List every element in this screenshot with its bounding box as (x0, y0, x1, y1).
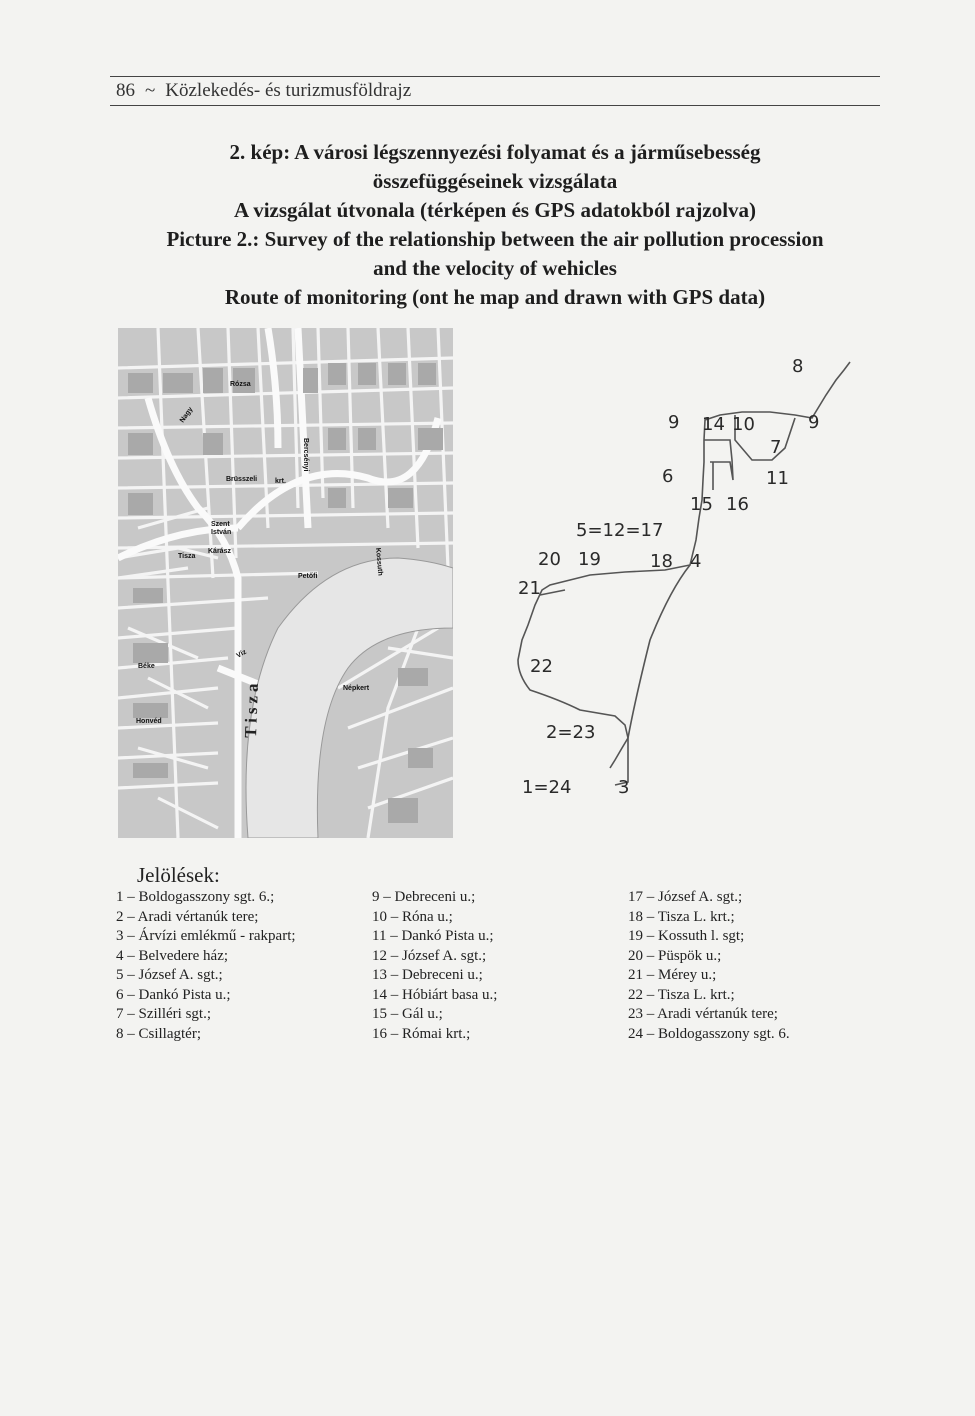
legend-column-1 (116, 888, 296, 1044)
route-label-14: 14 (702, 414, 725, 435)
route-label-22: 22 (530, 656, 553, 677)
legend-item: 22 – Tisza L. krt.; (628, 986, 735, 1003)
legend-item: 18 – Tisza L. krt.; (628, 908, 735, 925)
legend-column-3 (628, 888, 790, 1044)
page-number: 86 (116, 80, 135, 101)
caption-line-3: A vizsgálat útvonala (térképen és GPS adatokból rajzolva) (233, 198, 757, 222)
legend-item: 16 – Római krt.; (372, 1025, 471, 1042)
map-label-honved: Honvéd (136, 718, 162, 725)
route-label-2-23: 2=23 (546, 722, 596, 743)
legend-item: 24 – Boldogasszony sgt. 6. (628, 1025, 790, 1042)
legend-item: 14 – Hóbiárt basa u.; (372, 986, 498, 1003)
route-loop-a (704, 440, 733, 480)
map-label-tisza-street: Tisza (178, 553, 196, 560)
legend-item: 1 – Boldogasszony sgt. 6.; (116, 889, 275, 905)
city-map (118, 328, 453, 838)
legend-column-2 (372, 888, 497, 1044)
map-label-bercsenyi: Bercsényi (302, 438, 309, 472)
map-label-viz: Víz (235, 648, 248, 660)
map-label-beke: Béke (138, 663, 155, 670)
figure-caption (110, 138, 880, 312)
legend-item: 11 – Dankó Pista u.; (372, 928, 494, 944)
route-label-7: 7 (770, 437, 782, 458)
map-label-petofi: Petőfi (298, 573, 318, 580)
route-label-9a: 9 (668, 412, 680, 433)
route-label-5-12-17: 5=12=17 (576, 520, 664, 541)
legend-item: 3 – Árvízi emlékmű - rakpart; (116, 928, 296, 944)
caption-line-6: Route of monitoring (ont he map and drawn with GPS data) (224, 285, 766, 309)
route-label-4: 4 (690, 551, 702, 572)
route-label-16: 16 (726, 494, 749, 515)
map-label-nagy: Nagy (178, 406, 195, 425)
legend-item: 2 – Aradi vértanúk tere; (116, 908, 259, 925)
gps-route (480, 340, 880, 810)
legend-item: 4 – Belvedere ház; (116, 947, 229, 964)
legend-item: 7 – Szilléri sgt.; (116, 1006, 211, 1022)
legend-item: 5 – József A. sgt.; (116, 967, 223, 983)
caption-line-1: 2. kép: A városi légszennyezési folyamat és a járműsebesség (229, 140, 761, 164)
map-label-brusszeli: Brüsszeli (226, 476, 258, 483)
gps-route-drawing (480, 340, 880, 810)
legend-item: 19 – Kossuth l. sgt; (628, 928, 745, 944)
route-spur (540, 590, 565, 595)
route-label-9b: 9 (808, 412, 820, 433)
legend-item: 12 – József A. sgt.; (372, 947, 487, 964)
caption-line-5: and the velocity of wehicles (373, 256, 617, 280)
route-return (615, 565, 690, 785)
caption-line-2: összefüggéseinek vizsgálata (372, 169, 618, 193)
map-label-rozsa: Rózsa (230, 381, 251, 388)
route-label-8: 8 (792, 356, 804, 377)
legend-item: 20 – Püspök u.; (628, 947, 722, 964)
route-label-20: 20 (538, 549, 561, 570)
legend-item: 15 – Gál u.; (372, 1006, 443, 1022)
map-label-krt: krt. (275, 478, 286, 485)
map-label-istvan: István (211, 529, 232, 536)
map-label-nepkert: Népkert (343, 685, 370, 692)
running-title: Közlekedés- és turizmusföldrajz (165, 80, 412, 101)
running-header (110, 76, 880, 106)
legend-item: 6 – Dankó Pista u.; (116, 986, 231, 1003)
route-label-10: 10 (732, 414, 755, 435)
map-label-karasz: Kárász (208, 548, 231, 555)
river-label: Tisza (241, 679, 263, 739)
legend-item: 17 – József A. sgt.; (628, 889, 743, 905)
city-map-drawing (118, 328, 453, 838)
legend-item: 23 – Aradi vértanúk tere; (628, 1006, 778, 1022)
legend-title: Jelölések: (137, 863, 220, 887)
route-label-21: 21 (518, 578, 541, 599)
map-label-szent: Szent (211, 521, 230, 528)
caption-line-4: Picture 2.: Survey of the relationship between the air pollution procession (166, 227, 824, 251)
route-label-11: 11 (766, 468, 789, 489)
legend-item: 9 – Debreceni u.; (372, 889, 476, 905)
header-separator: ~ (145, 80, 156, 101)
map-label-kossuth: Kossuth (374, 547, 384, 577)
legend-item: 13 – Debreceni u.; (372, 967, 483, 983)
legend-item: 21 – Mérey u.; (628, 967, 717, 983)
legend-item: 8 – Csillagtér; (116, 1025, 201, 1042)
route-label-3: 3 (618, 777, 630, 798)
legend-item: 10 – Róna u.; (372, 908, 453, 925)
route-label-18: 18 (650, 551, 673, 572)
route-label-15: 15 (690, 494, 713, 515)
route-line (518, 362, 850, 768)
route-label-6: 6 (662, 466, 674, 487)
route-label-19: 19 (578, 549, 601, 570)
route-label-1-24: 1=24 (522, 777, 572, 798)
